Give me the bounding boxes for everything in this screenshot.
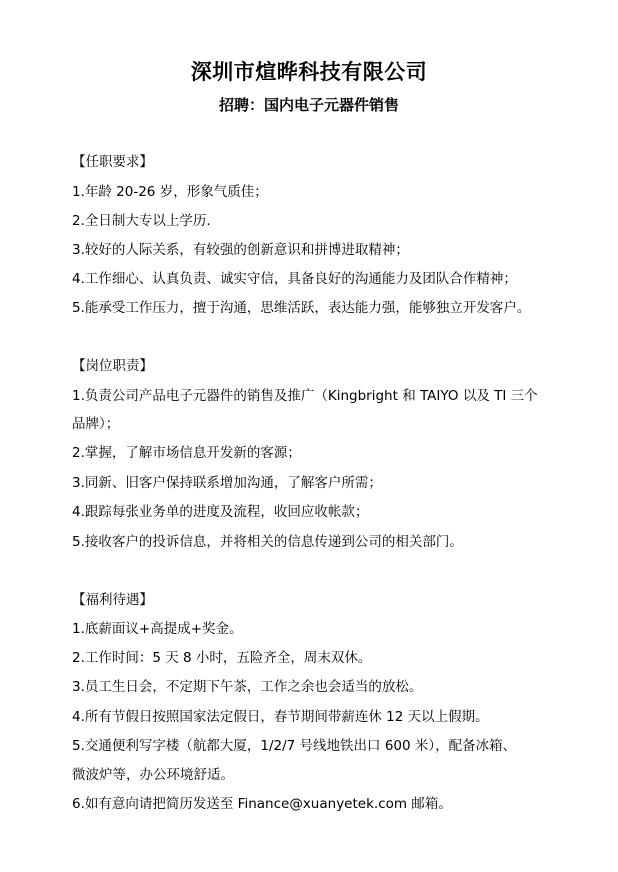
job-subtitle: 招聘：国内电子元器件销售	[218, 96, 399, 114]
requirement-item: 1.年龄 20-26 岁，形象气质佳；	[72, 184, 268, 200]
requirements-heading: 【任职要求】	[72, 154, 153, 170]
requirement-item: 3.较好的人际关系，有较强的创新意识和拼博进取精神；	[72, 242, 409, 258]
benefit-item: 5.交通便利写字楼（航都大厦，1/2/7 号线地铁出口 600 米），配备冰箱、	[72, 738, 517, 754]
requirement-item: 5.能承受工作压力，擅于沟通，思维活跃，表达能力强，能够独立开发客户。	[72, 300, 531, 316]
benefit-item: 2.工作时间：5 天 8 小时，五险齐全，周末双休。	[72, 650, 372, 666]
benefit-item-contact: 6.如有意向请把简历发送至 Finance@xuanyetek.com 邮箱。	[72, 796, 452, 812]
duty-item: 5.接收客户的投诉信息，并将相关的信息传递到公司的相关部门。	[72, 534, 463, 550]
benefit-item: 1.底薪面议+高提成+奖金。	[72, 621, 243, 637]
benefit-item: 4.所有节假日按照国家法定假日，春节期间带薪连休 12 天以上假期。	[72, 709, 489, 725]
requirement-item: 4.工作细心、认真负责、诚实守信，具备良好的沟通能力及团队合作精神；	[72, 271, 517, 287]
duty-item: 2.掌握，了解市场信息开发新的客源；	[72, 445, 301, 461]
benefits-heading: 【福利待遇】	[72, 592, 153, 608]
duties-heading: 【岗位职责】	[72, 358, 153, 374]
requirement-item: 2.全日制大专以上学历.	[72, 213, 211, 229]
duty-item: 品牌）；	[72, 416, 120, 432]
company-title: 深圳市煊晔科技有限公司	[190, 60, 428, 84]
duty-item: 3.同新、旧客户保持联系增加沟通，了解客户所需；	[72, 475, 382, 491]
benefit-item: 微波炉等，办公环境舒适。	[72, 767, 234, 783]
duty-item: 1.负责公司产品电子元器件的销售及推广（Kingbright 和 TAIYO 以及 TI 三个	[72, 388, 538, 404]
benefit-item: 3.员工生日会，不定期下午茶，工作之余也会适当的放松。	[72, 679, 423, 695]
duty-item: 4.跟踪每张业务单的进度及流程，收回应收帐款；	[72, 504, 369, 520]
